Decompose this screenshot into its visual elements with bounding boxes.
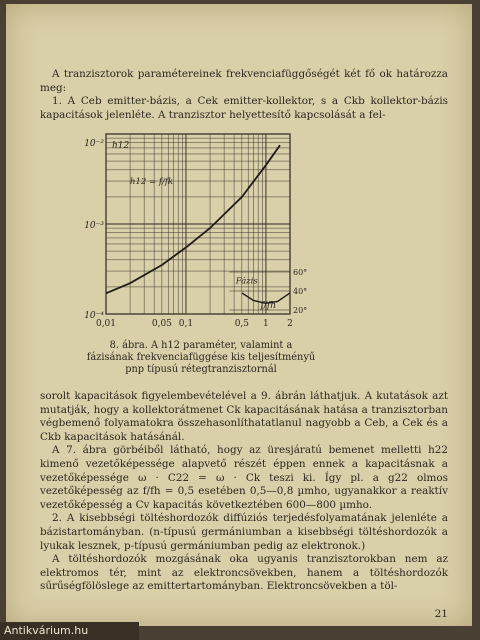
paragraph: 1. A Ceb emitter-bázis, a Cek emitter-kollektor, s a Ckb kollektor-bázis kapacitások jelenléte. A tranzisztor helyettesítő kapcsolását a fel- <box>40 95 448 121</box>
x-tick-label: 0,5 <box>234 319 250 329</box>
x-tick-label: 0,01 <box>95 319 117 329</box>
paragraph: 2. A kisebbségi töltéshordozók diffúziós terjedésfolyamatának jelenléte a bázistartományban. (n-típusú germániumban a kisebbségi töltéshordozók a lyukak lesznek, p-típusú germániumban pedig az elektronok.) <box>40 512 448 552</box>
x-tick-label: 1 <box>263 319 269 329</box>
site-watermark: Antikvárium.hu <box>0 622 139 640</box>
paragraph: A tranzisztorok paramétereinek frekvenciafüggőségét két fő ok határozza meg: <box>40 68 448 94</box>
text-top <box>40 68 448 122</box>
y-tick-label: 10⁻² <box>84 139 104 149</box>
x-tick-label: 0,1 <box>178 319 194 329</box>
text-bottom <box>40 390 448 594</box>
x-tick-label: 0,05 <box>151 319 172 329</box>
paragraph: A 7. ábra görbéiből látható, hogy az üresjáratú bemenet melletti h22 kimenő vezetőképessége alapvető részét éppen ennek a kapacitásnak a vezetőképessége ω · C22 = ω · Ck teszi ki. Így pl. a g22 olmos vezetőképesség az f/fh = 0,5 esetében 0,5—0,8 µmho, ugyanakkor a reaktív vezetőképesség a Cv kapacitás következtében 600—800 µmho. <box>40 444 448 511</box>
book-page <box>6 4 472 626</box>
paragraph: sorolt kapacitások figyelembevételével a 9. ábrán láthatjuk. A kutatások azt mutatják, hogy a kollektorátmenet Ck kapacitásának hatása a tranzisztorban végbemenő folyamatokra összehasonlíthatatlanul nagyobb a Ceb, a Cek és a Ckb kapacitások hatásánál. <box>40 390 448 443</box>
phase-tick-label: 40° <box>293 287 308 296</box>
h12-chart <box>80 126 308 338</box>
phase-tick-label: 20° <box>293 306 308 315</box>
figure-caption: 8. ábra. A h12 paraméter, valamint a fázisának frekvenciafüggése kis teljesítményű pnp típusú rétegtranzisztornál <box>86 340 316 375</box>
formula-label: h12 = f/fk <box>130 177 174 187</box>
phase-tick-label: 60° <box>293 268 308 277</box>
y-tick-label: 10⁻³ <box>84 221 104 231</box>
x-tick-label: 2 <box>287 319 293 329</box>
phase-label: Fázis <box>235 276 258 287</box>
x-axis-label: f/fh <box>260 301 276 311</box>
page-number: 21 <box>434 608 448 620</box>
paragraph: A töltéshordozók mozgásának oka ugyanis tranzisztorokban nem az elektromos tér, mint az elektroncsövekben, hanem a töltéshordozók sűrűségfölöslege az emittertartományban. Elektroncsövekben a töl- <box>40 553 448 593</box>
y-tick-label: 10⁻⁴ <box>84 311 104 321</box>
y-axis-label: h12 <box>112 141 130 151</box>
